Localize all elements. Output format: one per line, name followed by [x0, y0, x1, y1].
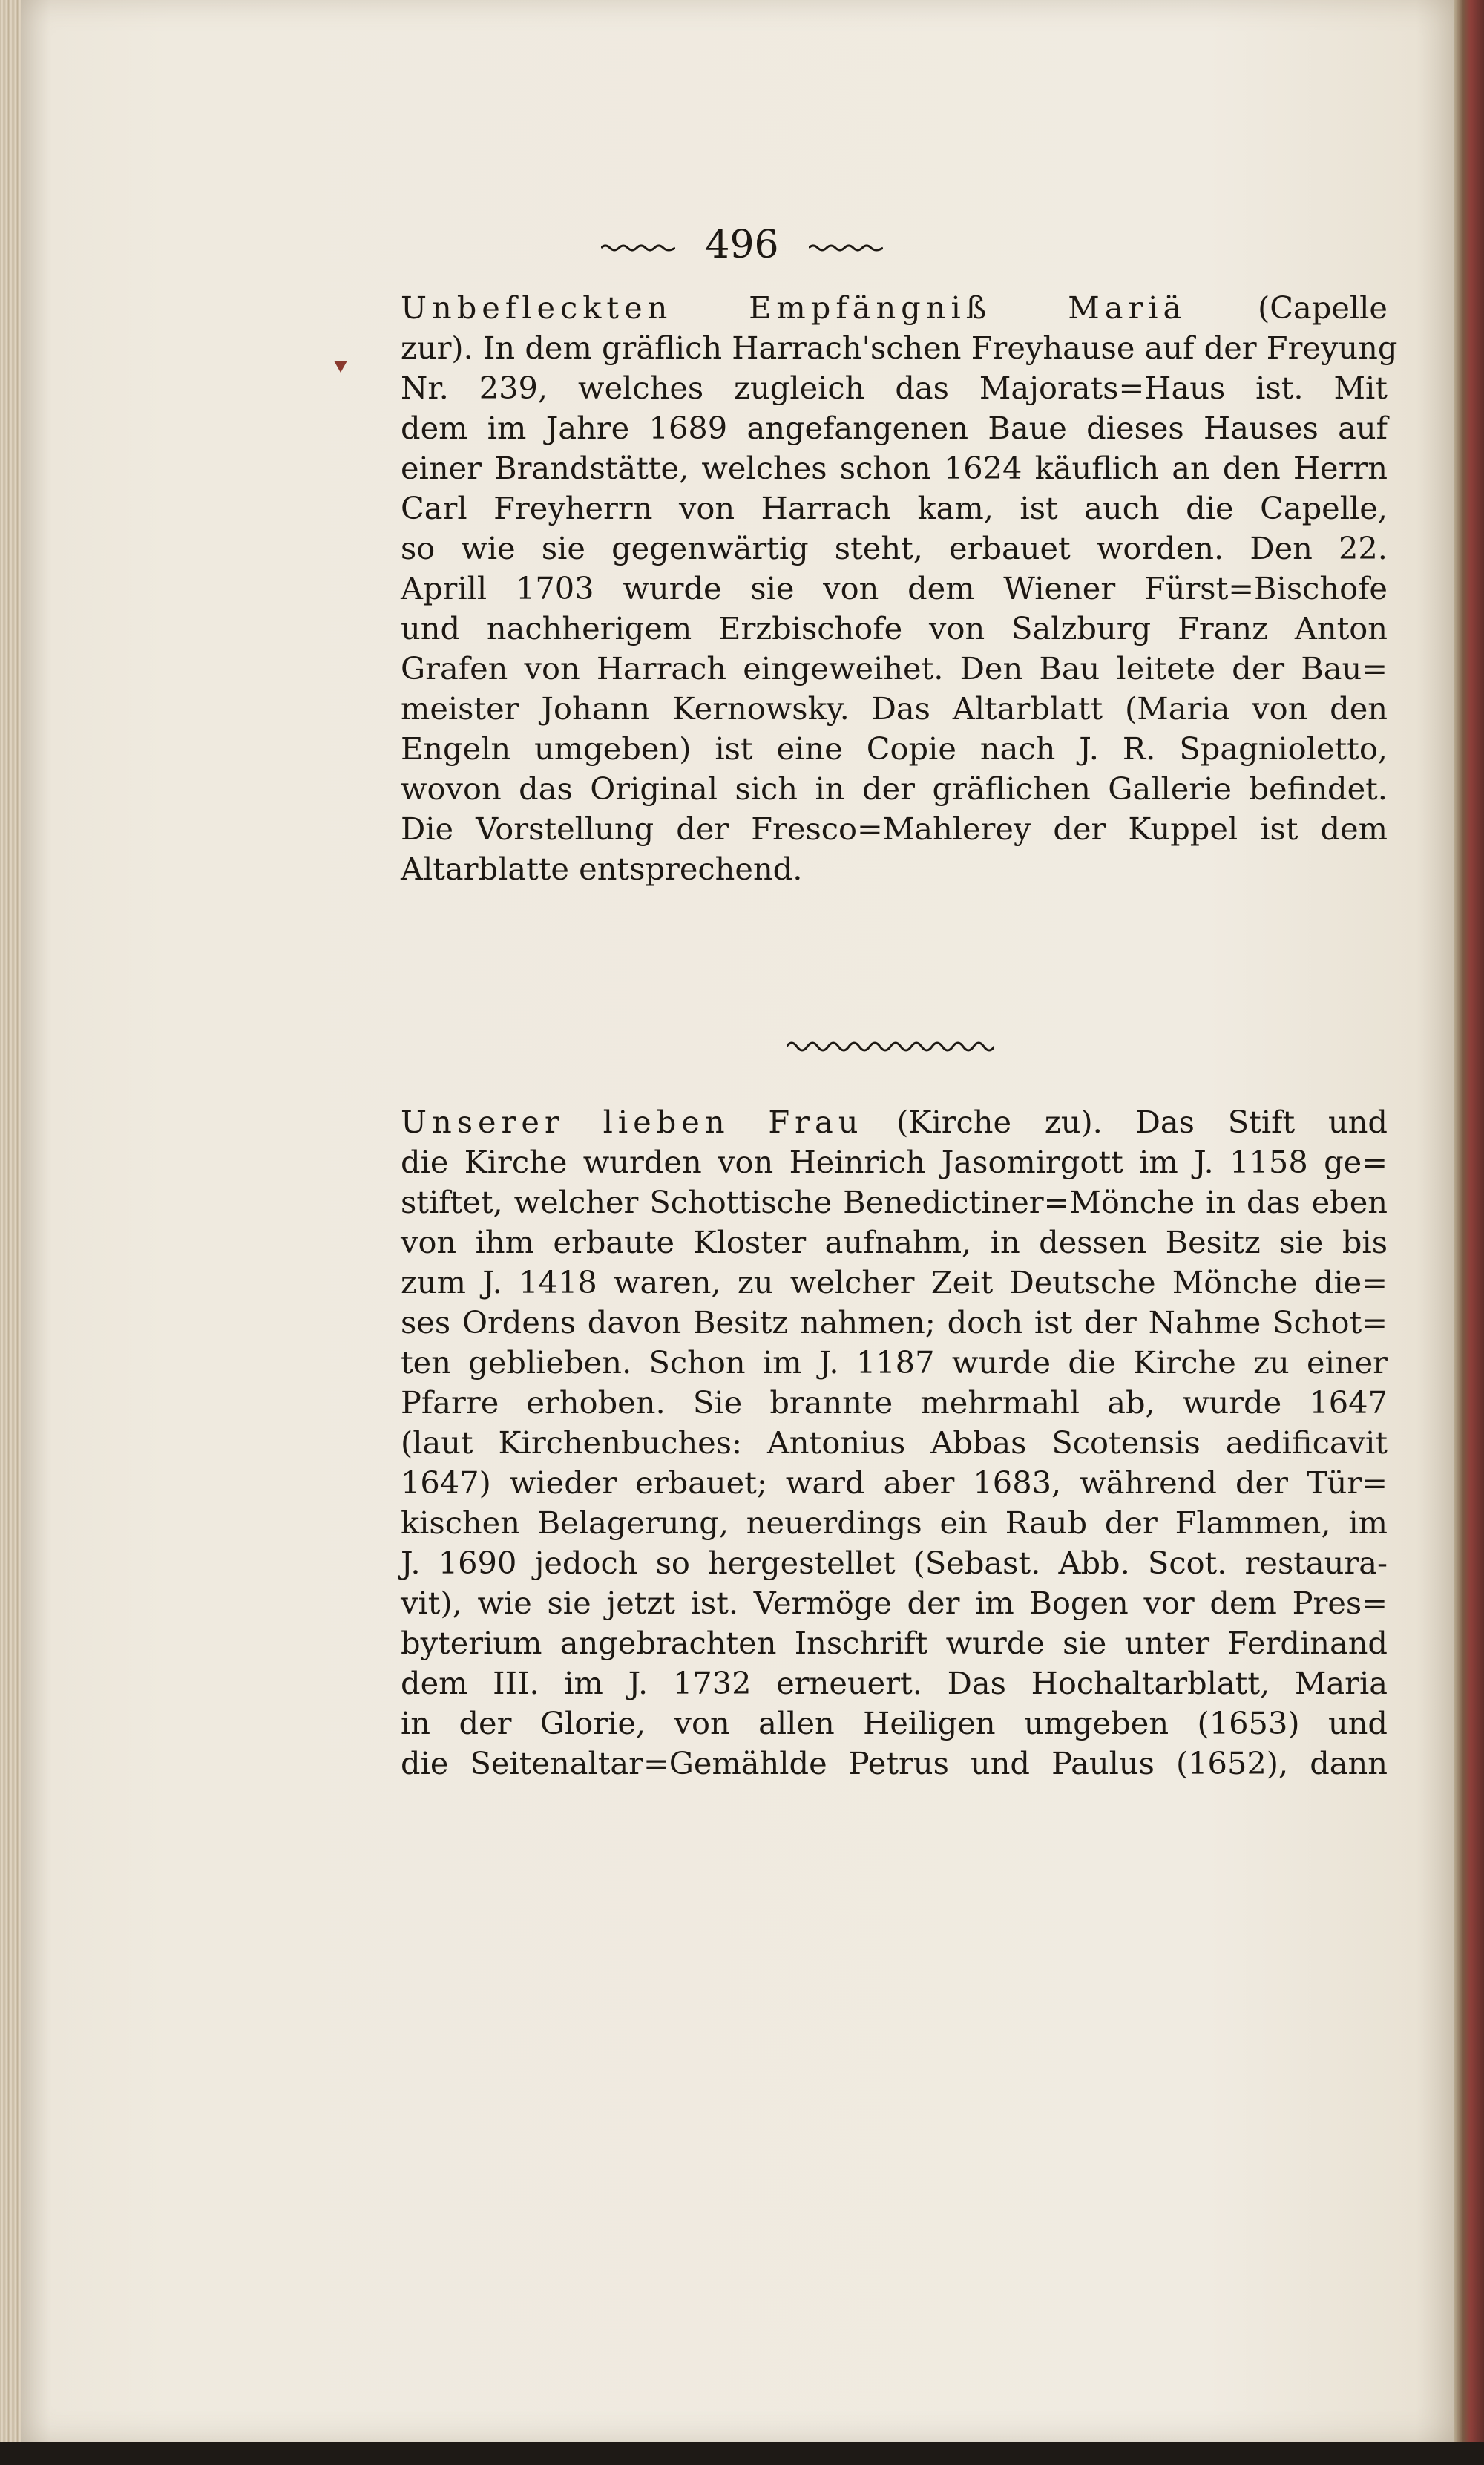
- text-line: Nr. 239, welches zugleich das Majorats=Haus ist. Mit: [401, 370, 1388, 406]
- text-line: und nachherigem Erzbischofe von Salzburg Franz Anton: [401, 610, 1388, 646]
- section-divider-ornament: [787, 1035, 994, 1058]
- text-line: J. 1690 jedoch so hergestellet (Sebast. Abb. Scot. restaura-: [401, 1545, 1388, 1581]
- header-ornament-right: [809, 243, 883, 253]
- header-ornament-left: [601, 243, 675, 253]
- entry-keyword-rest: (Capelle: [1258, 289, 1388, 326]
- text-line: dem III. im J. 1732 erneuert. Das Hochaltarblatt, Maria: [401, 1665, 1388, 1701]
- text-line: stiftet, welcher Schottische Benedictiner=Mönche in das eben: [401, 1184, 1388, 1220]
- entry-keyword: Unbefleckten Empfängniß Mariä: [401, 289, 1187, 326]
- entry-first-line: [401, 288, 1388, 328]
- entry-first-line: [401, 1102, 1388, 1142]
- text-line: Engeln umgeben) ist eine Copie nach J. R. Spagnioletto,: [401, 730, 1388, 767]
- text-line: Pfarre erhoben. Sie brannte mehrmahl ab, wurde 1647: [401, 1384, 1388, 1421]
- entry-keyword: Unserer lieben Frau: [401, 1104, 864, 1140]
- text-line: von ihm erbaute Kloster aufnahm, in dessen Besitz sie bis: [401, 1224, 1388, 1260]
- page-header: [0, 223, 1484, 267]
- text-line: so wie sie gegenwärtig steht, erbauet worden. Den 22.: [401, 530, 1388, 566]
- text-line: 1647) wieder erbauet; ward aber 1683, während der Tür=: [401, 1464, 1388, 1501]
- text-line: meister Johann Kernowsky. Das Altarblatt (Maria von den: [401, 690, 1388, 727]
- text-line: zur). In dem gräflich Harrach'schen Freyhause auf der Freyung: [401, 330, 1398, 366]
- text-line: zum J. 1418 waren, zu welcher Zeit Deutsche Mönche die=: [401, 1264, 1388, 1300]
- page-number: 496: [705, 223, 779, 267]
- scan-bottom-border: [0, 2442, 1484, 2465]
- text-line: einer Brandstätte, welches schon 1624 käuflich an den Herrn: [401, 450, 1388, 486]
- book-cover-edge: [1454, 0, 1484, 2465]
- text-line: byterium angebrachten Inschrift wurde sie unter Ferdinand: [401, 1625, 1388, 1661]
- text-line: in der Glorie, von allen Heiligen umgeben (1653) und: [401, 1705, 1388, 1741]
- entry-unbefleckten-empfaengniss: [401, 288, 1398, 889]
- text-line: die Kirche wurden von Heinrich Jasomirgott im J. 1158 ge=: [401, 1144, 1388, 1180]
- entry-keyword-rest: (Kirche zu). Das Stift und: [896, 1104, 1388, 1140]
- text-line: die Seitenaltar=Gemählde Petrus und Paulus (1652), dann: [401, 1745, 1388, 1781]
- entry-unserer-lieben-frau: [401, 1102, 1388, 1784]
- page-edge-left: [0, 0, 21, 2465]
- text-line: Grafen von Harrach eingeweihet. Den Bau leitete der Bau=: [401, 650, 1388, 687]
- text-line: Die Vorstellung der Fresco=Mahlerey der Kuppel ist dem: [401, 811, 1388, 847]
- text-line: Aprill 1703 wurde sie von dem Wiener Fürst=Bischofe: [401, 570, 1388, 606]
- text-line: kischen Belagerung, neuerdings ein Raub der Flammen, im: [401, 1505, 1388, 1541]
- text-line: (laut Kirchenbuches: Antonius Abbas Scotensis aedificavit: [401, 1424, 1388, 1461]
- text-line: Altarblatte entsprechend.: [401, 851, 803, 887]
- margin-mark: [332, 358, 349, 374]
- text-line: wovon das Original sich in der gräflichen Gallerie befindet.: [401, 770, 1388, 807]
- text-line: dem im Jahre 1689 angefangenen Baue dieses Hauses auf: [401, 410, 1388, 446]
- text-line: ses Ordens davon Besitz nahmen; doch ist der Nahme Schot=: [401, 1304, 1388, 1340]
- text-line: ten geblieben. Schon im J. 1187 wurde die Kirche zu einer: [401, 1344, 1388, 1381]
- text-line: Carl Freyherrn von Harrach kam, ist auch die Capelle,: [401, 490, 1388, 526]
- text-line: vit), wie sie jetzt ist. Vermöge der im Bogen vor dem Pres=: [401, 1585, 1388, 1621]
